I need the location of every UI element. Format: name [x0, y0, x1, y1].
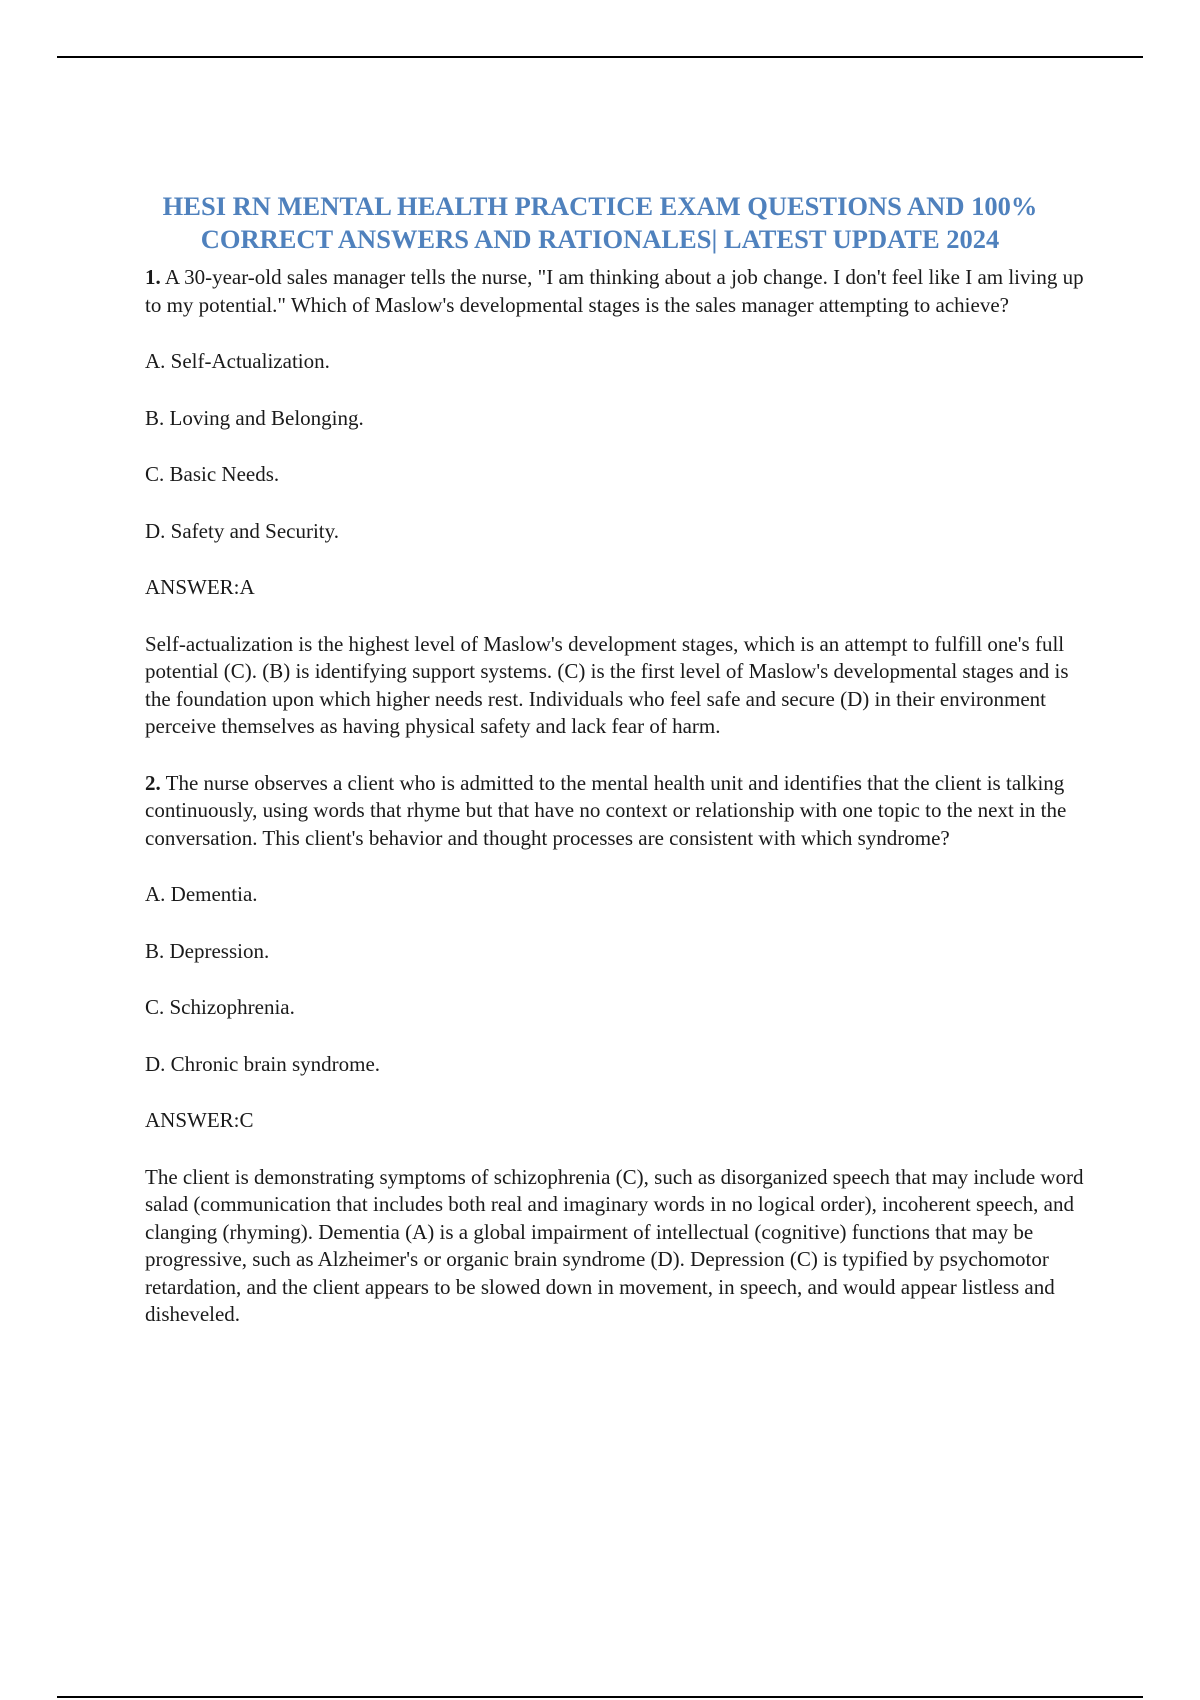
rationale: Self-actualization is the highest level of Maslow's development stages, which is an attempt to fulfill one's full potential (C). (B) is identifying support systems. (C) is the first level of Maslow's developmental stages and is the foundation upon which higher needs rest. Individuals who feel safe and secure (D) in their environment perceive themselves as having physical safety and lack fear of harm. [145, 631, 1069, 738]
title-line-1: HESI RN MENTAL HEALTH PRACTICE EXAM QUESTIONS AND 100% [162, 190, 1038, 221]
option-a: A. Self-Actualization. [145, 349, 330, 373]
answer-line: ANSWER:C [145, 1108, 254, 1132]
title-line-2: CORRECT ANSWERS AND RATIONALES| LATEST UPDATE 2024 [200, 223, 1000, 254]
question-text: A 30-year-old sales manager tells the nurse, "I am thinking about a job change. I don't feel like I am living up to my potential." Which of Maslow's developmental stages is the sales manager attempting to achieve? [145, 265, 1084, 317]
page-top-rule [57, 56, 1143, 58]
page-bottom-rule [57, 1696, 1143, 1698]
rationale: The client is demonstrating symptoms of schizophrenia (C), such as disorganized speech that may include word salad (communication that includes both real and imaginary words in no logical order), incoherent speech, and clanging (rhyming). Dementia (A) is a global impairment of intellectual (cognitive) functions that may be progressive, such as Alzheimer's or organic brain syndrome (D). Depression (C) is typified by psychomotor retardation, and the client appears to be slowed down in movement, in speech, and would appear listless and disheveled. [145, 1164, 1084, 1326]
question-number: 2. [145, 770, 161, 795]
option-b: B. Depression. [145, 938, 270, 963]
document-body [145, 264, 1095, 1358]
option-d: D. Safety and Security. [145, 518, 340, 543]
question-text: The nurse observes a client who is admitted to the mental health unit and identifies that the client is talking continuously, using words that rhyme but that have no context or relationship with one topic to the next in the conversation. This client's behavior and thought processes are consistent with which syndrome? [145, 770, 1067, 850]
question-2 [145, 770, 1095, 1329]
question-number: 1. [145, 265, 161, 289]
option-c: C. Schizophrenia. [145, 995, 295, 1019]
option-d: D. Chronic brain syndrome. [145, 1051, 381, 1076]
option-b: B. Loving and Belonging. [145, 405, 364, 430]
document-title [120, 190, 1080, 256]
option-c: C. Basic Needs. [145, 462, 280, 486]
question-stem [145, 770, 1095, 853]
question-1 [145, 264, 1095, 741]
question-stem [145, 264, 1095, 319]
answer-line: ANSWER:A [145, 575, 255, 599]
option-a: A. Dementia. [145, 882, 258, 906]
